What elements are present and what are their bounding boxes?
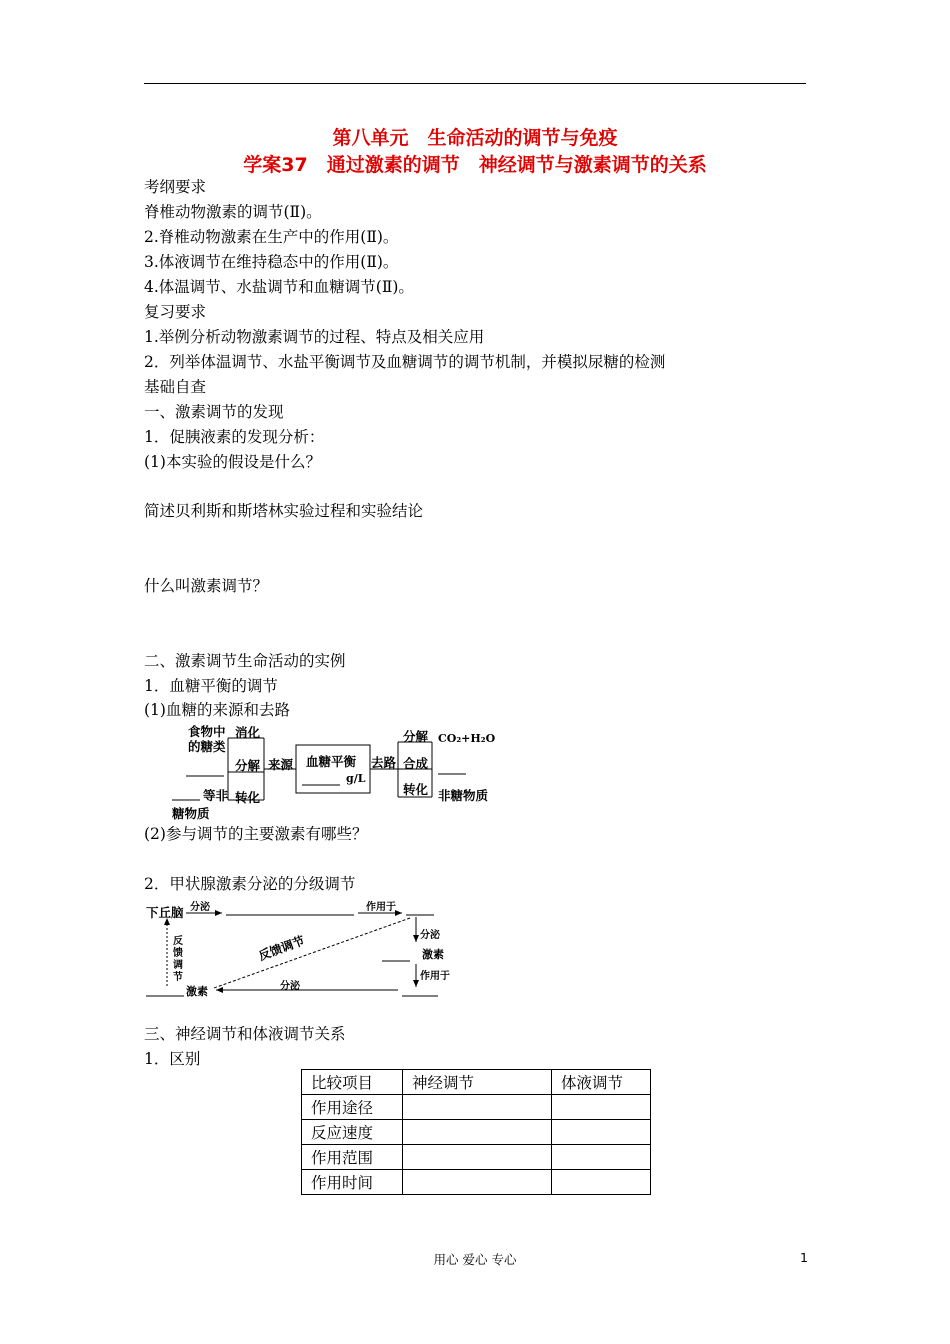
feedback-vertical-label-1: 反 <box>173 936 183 947</box>
non-sugar-right-label: 非糖物质 <box>438 788 489 803</box>
table-header-cell: 体液调节 <box>552 1070 651 1095</box>
section-heading: 考纲要求 <box>144 178 207 196</box>
text-line: 2.脊椎动物激素在生产中的作用(Ⅱ)。 <box>144 228 399 246</box>
unit-title: 第八单元 生命活动的调节与免疫 <box>332 127 618 149</box>
table-cell <box>552 1170 651 1195</box>
table-row <box>302 1145 651 1170</box>
section-heading: 基础自查 <box>144 378 207 396</box>
page-footer: 用心 爱心 专心 <box>433 1252 517 1267</box>
question-line: 简述贝利斯和斯塔林实验过程和实验结论 <box>144 502 424 520</box>
food-sugar-label-2: 的糖类 <box>188 739 226 754</box>
text-line: 2．甲状腺激素分泌的分级调节 <box>144 875 356 893</box>
table-cell <box>403 1170 552 1195</box>
section-heading: 复习要求 <box>144 303 207 321</box>
table-cell <box>552 1145 651 1170</box>
hypothalamus-label: 下丘脑 <box>146 905 184 920</box>
sink-label: 去路 <box>371 755 397 770</box>
unit-label: g/L <box>346 772 366 785</box>
text-line: 1．区别 <box>144 1050 201 1068</box>
question-line: (2)参与调节的主要激素有哪些？ <box>144 825 368 843</box>
text-line: 一、激素调节的发现 <box>144 403 284 421</box>
text-line: 2．列举体温调节、水盐平衡调节及血糖调节的调节机制，并模拟尿糖的检测 <box>144 353 666 371</box>
feedback-vertical-label-3: 调 <box>173 960 183 971</box>
non-sugar-left-label-2: 糖物质 <box>172 806 210 821</box>
table-cell: 作用途径 <box>302 1095 403 1120</box>
decompose-left-label: 分解 <box>235 758 261 773</box>
synthesize-label: 合成 <box>403 756 429 771</box>
table-header-row <box>302 1070 651 1095</box>
hormone-right-label: 激素 <box>422 948 444 961</box>
table-cell <box>403 1095 552 1120</box>
table-cell: 作用时间 <box>302 1170 403 1195</box>
lesson-title: 学案37 通过激素的调节 神经调节与激素调节的关系 <box>243 154 707 176</box>
table-cell: 作用范围 <box>302 1145 403 1170</box>
table-row <box>302 1120 651 1145</box>
glucose-balance-label: 血糖平衡 <box>306 754 357 769</box>
question-line: (1)本实验的假设是什么？ <box>144 453 321 471</box>
text-line: 1．促胰液素的发现分析： <box>144 428 325 446</box>
table-cell <box>552 1120 651 1145</box>
convert-right-label: 转化 <box>403 782 429 797</box>
text-line: (1)血糖的来源和去路 <box>144 701 290 719</box>
table-header-cell: 比较项目 <box>302 1070 403 1095</box>
page-number: 1 <box>800 1250 808 1265</box>
food-sugar-label: 食物中 <box>188 724 226 739</box>
non-sugar-left-label: 等非 <box>203 788 229 803</box>
question-line: 什么叫激素调节？ <box>144 577 269 595</box>
text-line: 1．血糖平衡的调节 <box>144 677 278 695</box>
co2-h2o-label: CO₂+H₂O <box>438 732 496 745</box>
digest-label: 消化 <box>235 725 261 740</box>
acts-on-top-label: 作用于 <box>366 902 396 913</box>
section-heading: 二、激素调节生命活动的实例 <box>144 652 346 670</box>
table-cell <box>403 1120 552 1145</box>
feedback-vertical-label-2: 馈 <box>173 948 183 959</box>
feedback-vertical-label-4: 节 <box>173 972 183 983</box>
convert-left-label: 转化 <box>235 790 261 805</box>
table-row <box>302 1170 651 1195</box>
acts-on-right-label: 作用于 <box>420 971 450 982</box>
secrete-right-label: 分泌 <box>420 930 440 941</box>
source-label: 来源 <box>268 757 294 772</box>
text-line: 1.举例分析动物激素调节的过程、特点及相关应用 <box>144 328 485 346</box>
table-row <box>302 1095 651 1120</box>
section-heading: 三、神经调节和体液调节关系 <box>144 1025 346 1043</box>
table-cell <box>552 1095 651 1120</box>
text-line: 3.体液调节在维持稳态中的作用(Ⅱ)。 <box>144 253 399 271</box>
decompose-right-label: 分解 <box>403 729 429 744</box>
text-line: 4.体温调节、水盐调节和血糖调节(Ⅱ)。 <box>144 278 414 296</box>
table-cell: 反应速度 <box>302 1120 403 1145</box>
secrete-bottom-label: 分泌 <box>280 981 300 992</box>
comparison-table <box>301 1069 651 1195</box>
table-header-cell: 神经调节 <box>403 1070 552 1095</box>
secrete-top-label: 分泌 <box>190 902 210 913</box>
text-line: 脊椎动物激素的调节(Ⅱ)。 <box>144 203 322 221</box>
hormone-bottom-label: 激素 <box>186 985 208 998</box>
table-cell <box>403 1145 552 1170</box>
feedback-diagonal-label: 反馈调节 <box>256 933 307 964</box>
